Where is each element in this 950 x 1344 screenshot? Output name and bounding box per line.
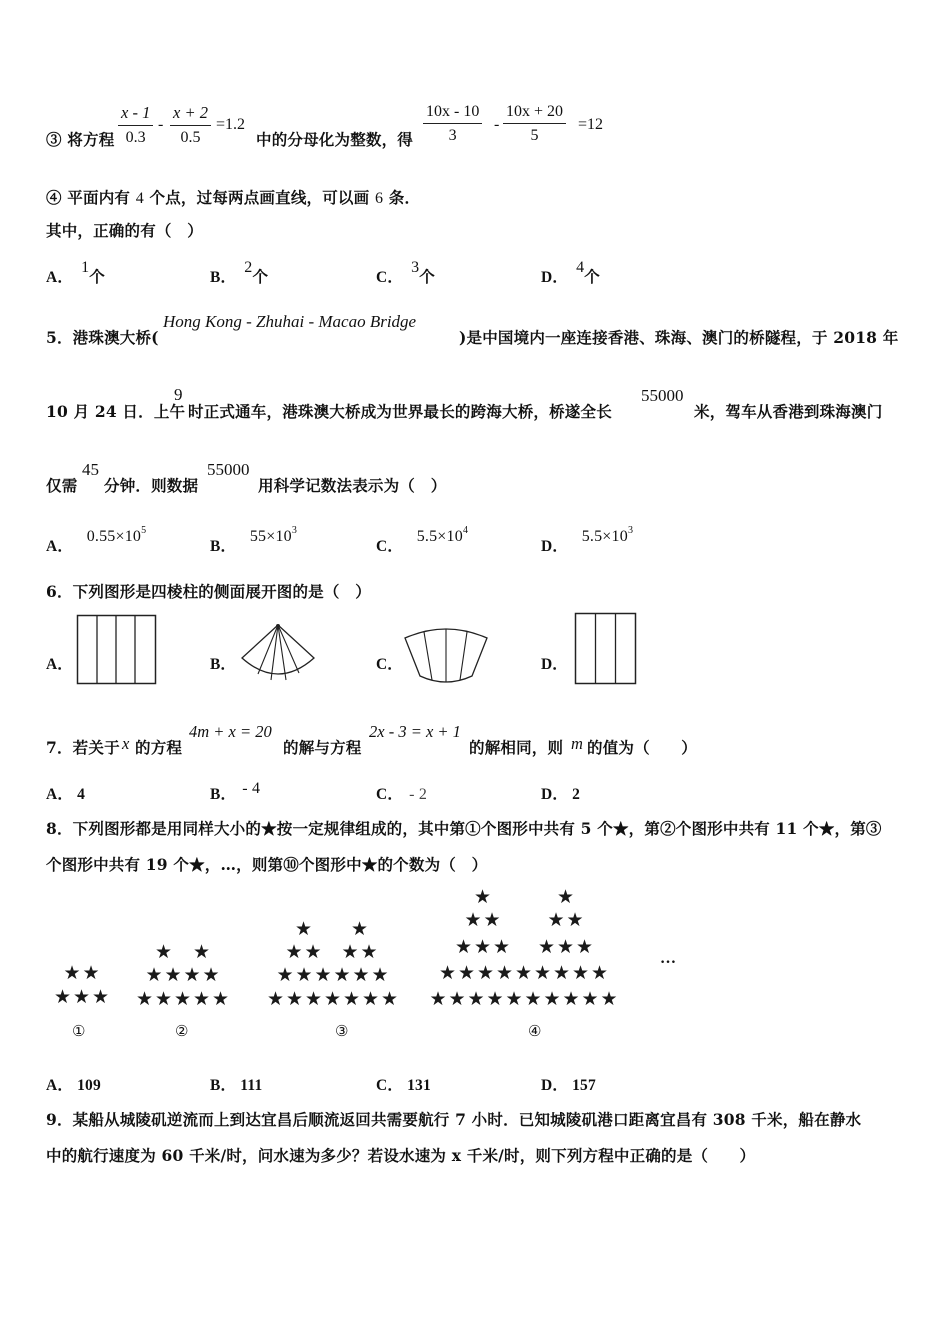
q7-text-a: 7．若关于 [46,738,120,757]
figure-4-star-25: ★ [486,988,504,1010]
option-value [416,525,469,545]
figure-3-star-7: ★ [276,964,294,986]
option-label: B． [210,269,237,286]
figure-3-star-16: ★ [324,988,342,1010]
figure-2-star-9: ★ [174,988,192,1010]
q4-option-a[interactable] [46,259,105,287]
figure-2-star-8: ★ [155,988,173,1010]
figure-4-star-6: ★ [566,909,584,931]
q3-f1-numerator: x - 1 [118,103,153,126]
figure-2-star-3: ★ [145,964,163,986]
option-label: A． [46,538,74,555]
figure-3-star-14: ★ [286,988,304,1010]
figure-3-star-18: ★ [362,988,380,1010]
figure-1-star-2: ★ [82,962,100,984]
figure-1-star-3: ★ [54,986,72,1008]
figure-3-star-1: ★ [295,918,313,940]
figure-3-star-3: ★ [285,941,303,963]
q7-option-d[interactable] [541,782,580,804]
q3-f2-numerator: x + 2 [170,103,211,126]
q5-line-1-b: )是中国境内一座连接香港、珠海、澳门的桥隧程，于 2018 年 [459,328,899,347]
figure-2-star-10: ★ [193,988,211,1010]
figure-4-star-13: ★ [439,962,457,984]
option-value: 2 [572,786,581,803]
figure-4-star-10: ★ [538,936,556,958]
q3-fraction-2 [170,103,211,147]
q7-equation-2: 2x - 3 = x + 1 [369,722,461,741]
q5-english-name: Hong Kong - Zhuhai - Macao Bridge [163,312,417,331]
figure-4-star-26: ★ [505,988,523,1010]
option-coefficient: 5.5×10 [416,528,463,545]
figure-4-star-1: ★ [474,886,492,908]
option-unit: 个 [584,267,600,286]
figure-3-star-12: ★ [371,964,389,986]
q3-f1-denominator: 0.3 [125,129,146,146]
figure-3-star-11: ★ [352,964,370,986]
option-label: B． [210,786,237,803]
q3-minus-1: - [158,116,164,133]
q5-line-2-a: 10 月 24 日．上午 [46,402,186,421]
q3-mid-text: 中的分母化为整数，得 [256,130,414,149]
q5-option-a[interactable] [46,525,147,556]
q3-f4-denominator: 5 [530,127,539,144]
figure-3-star-13: ★ [267,988,285,1010]
option-exponent: 5 [141,525,147,536]
figure-3-star-2: ★ [351,918,369,940]
figure-4-star-9: ★ [493,936,511,958]
option-value: 1 [81,259,90,276]
q4-question: 其中，正确的有（ ） [46,221,204,240]
figure-4-star-5: ★ [547,909,565,931]
figure-2-star-7: ★ [136,988,154,1010]
figure-3-star-8: ★ [295,964,313,986]
option-label: A． [46,269,74,286]
figure-2-star-11: ★ [212,988,230,1010]
figure-1-star-4: ★ [73,986,91,1008]
figure-4-star-15: ★ [477,962,495,984]
option-coefficient: 5.5×10 [581,528,628,545]
q6-figure-d-three-rectangles[interactable] [574,612,638,686]
q5-hour: 9 [174,385,183,404]
q8-figure-label-4: ④ [528,1024,542,1040]
figure-3-star-9: ★ [314,964,332,986]
q8-option-b[interactable] [210,1073,262,1095]
q4-option-d[interactable] [541,259,600,287]
q6-question: 6．下列图形是四棱柱的侧面展开图的是（ ） [46,582,371,601]
q3-prefix: ③ 将方程 [46,130,115,149]
q7-variable-m: m [571,734,583,753]
option-value: 2 [244,259,253,276]
q7-option-b[interactable] [210,782,260,804]
q8-figure-label-3: ③ [335,1024,349,1040]
q4-text-b: 个点，过每两点画直线，可以画 [149,188,370,207]
figure-4-star-12: ★ [576,936,594,958]
q7-option-c[interactable] [376,782,427,804]
option-label: B． [210,1077,237,1094]
option-value: 4 [576,259,585,276]
option-label: D． [541,269,569,286]
option-value: - 2 [409,786,428,803]
option-label: D． [541,538,569,555]
q5-length: 55000 [641,386,684,405]
q9-line-1: 9．某船从城陵矶逆流而上到达宜昌后顺流返回共需要航行 7 小时．已知城陵矶港口距离宜昌有 308 千米，船在静水 [46,1110,862,1129]
option-label: C． [376,538,404,555]
figure-4-star-16: ★ [496,962,514,984]
q3-f3-numerator: 10x - 10 [423,103,482,124]
figure-2-star-4: ★ [164,964,182,986]
option-label: C． [376,786,404,803]
figure-1-star-1: ★ [63,962,81,984]
figure-3-star-19: ★ [381,988,399,1010]
q7-text-e: 的值为（ ） [587,738,697,757]
q3-f3-denominator: 3 [448,127,457,144]
q5-option-c[interactable] [376,525,469,556]
option-value [86,525,147,545]
option-label: C． [376,269,404,286]
option-value [581,525,634,545]
option-exponent: 3 [627,525,634,536]
q5-line-1-a: 5．港珠澳大桥( [46,328,159,347]
q8-option-a[interactable] [46,1073,101,1095]
figure-4-star-18: ★ [534,962,552,984]
q3-minus-2: - [494,116,500,133]
figure-4-star-22: ★ [429,988,447,1010]
q5-line-2-c: 米，驾车从香港到珠海澳门 [694,402,883,421]
q7-text-b: 的方程 [135,738,183,757]
q4-statement [46,186,420,208]
q3-f2-denominator: 0.5 [180,129,201,146]
q5-option-b[interactable] [210,525,298,556]
option-coefficient: 55×10 [249,528,292,545]
figure-4-star-27: ★ [524,988,542,1010]
option-value: 131 [407,1077,431,1094]
figure-3-star-15: ★ [305,988,323,1010]
option-unit: 个 [419,267,435,286]
q3-f4-numerator: 10x + 20 [503,103,566,124]
q6-option-b-label[interactable]: B． [210,656,236,673]
q7-text-c: 的解与方程 [283,738,362,757]
figure-1-star-5: ★ [92,986,110,1008]
figure-4-star-7: ★ [455,936,473,958]
q8-figure-label-1: ① [72,1024,86,1040]
figure-3-star-4: ★ [304,941,322,963]
figure-2-star-5: ★ [183,964,201,986]
q5-line-3-c: 用科学记数法表示为（ ） [258,476,447,495]
option-label: A． [46,786,74,803]
q5-minutes: 45 [82,460,99,479]
figure-4-star-29: ★ [562,988,580,1010]
option-value: 3 [411,259,420,276]
option-value: - 4 [242,780,261,797]
q5-option-d[interactable] [541,525,634,556]
figure-4-star-11: ★ [557,936,575,958]
q8-option-d[interactable] [541,1073,596,1095]
q4-point-count: 4 [135,190,144,207]
option-value: 4 [77,786,86,803]
figure-3-star-6: ★ [360,941,378,963]
q3-equals-2: =12 [578,116,604,133]
figure-4-star-4: ★ [483,909,501,931]
figure-4-star-30: ★ [581,988,599,1010]
q6-figure-b-fan[interactable] [238,622,318,686]
q5-line-2-b: 时正式通车，港珠澳大桥成为世界最长的跨海大桥，桥遂全长 [188,402,612,421]
q4-text-a: ④ 平面内有 [46,188,131,207]
figure-3-star-5: ★ [341,941,359,963]
q8-line-1: 8．下列图形都是用同样大小的★按一定规律组成的，其中第①个图形中共有 5 个★，第②个图形中共有 11 个★，第③ [46,819,882,838]
figure-4-star-28: ★ [543,988,561,1010]
option-exponent: 4 [462,525,469,536]
q7-variable-x: x [122,734,130,753]
q7-text-d: 的解相同，则 [469,738,564,757]
q4-option-b[interactable] [210,259,269,287]
figure-4-star-31: ★ [600,988,618,1010]
figure-2-star-1: ★ [155,941,173,963]
option-label: B． [210,538,237,555]
q3-fraction-1 [118,103,153,147]
option-label: C． [376,1077,404,1094]
q6-option-c-label[interactable]: C． [376,656,403,673]
option-label: D． [541,786,569,803]
option-value: 111 [240,1077,263,1094]
q8-figure-label-2: ② [175,1024,189,1040]
figure-2-star-2: ★ [193,941,211,963]
q5-number: 55000 [207,460,250,479]
figure-4-star-17: ★ [515,962,533,984]
q6-figure-c-sector-band[interactable] [402,624,490,686]
figure-4-star-8: ★ [474,936,492,958]
figure-4-star-19: ★ [553,962,571,984]
option-value [249,525,298,545]
q8-ellipsis: … [660,950,676,967]
q8-line-2: 个图形中共有 19 个★，…，则第⑩个图形中★的个数为（ ） [46,855,488,874]
figure-2-star-6: ★ [202,964,220,986]
figure-4-star-14: ★ [458,962,476,984]
q5-line-3-a: 仅需 [46,476,78,495]
figure-4-star-3: ★ [464,909,482,931]
figure-4-star-24: ★ [467,988,485,1010]
q3-equals-1: =1.2 [216,116,246,133]
option-coefficient: 0.55×10 [86,528,142,545]
q3-fraction-4 [503,103,566,145]
option-value: 157 [572,1077,596,1094]
q7-equation-1: 4m + x = 20 [189,722,272,741]
q8-option-c[interactable] [376,1073,431,1095]
option-label: D． [541,1077,569,1094]
q4-text-c: 条． [388,188,421,207]
q4-option-c[interactable] [376,259,435,287]
figure-4-star-20: ★ [572,962,590,984]
option-unit: 个 [252,267,269,286]
q6-option-a-label[interactable]: A． [46,656,73,673]
figure-4-star-21: ★ [591,962,609,984]
figure-4-star-2: ★ [557,886,575,908]
figure-3-star-10: ★ [333,964,351,986]
option-value: 109 [77,1077,101,1094]
q5-line-3-b: 分钟．则数据 [104,476,199,495]
q6-figure-a-four-rectangles[interactable] [76,614,158,686]
q3-fraction-3 [423,103,482,145]
q4-line-count: 6 [374,190,384,207]
q7-option-a[interactable] [46,782,85,804]
figure-4-star-23: ★ [448,988,466,1010]
option-label: A． [46,1077,74,1094]
figure-3-star-17: ★ [343,988,361,1010]
q6-option-d-label[interactable]: D． [541,656,568,673]
option-unit: 个 [89,267,105,286]
q9-line-2: 中的航行速度为 60 千米/时，问水速为多少？若设水速为 x 千米/时，则下列方程中正确的是（ ） [46,1146,756,1165]
option-exponent: 3 [291,525,298,536]
